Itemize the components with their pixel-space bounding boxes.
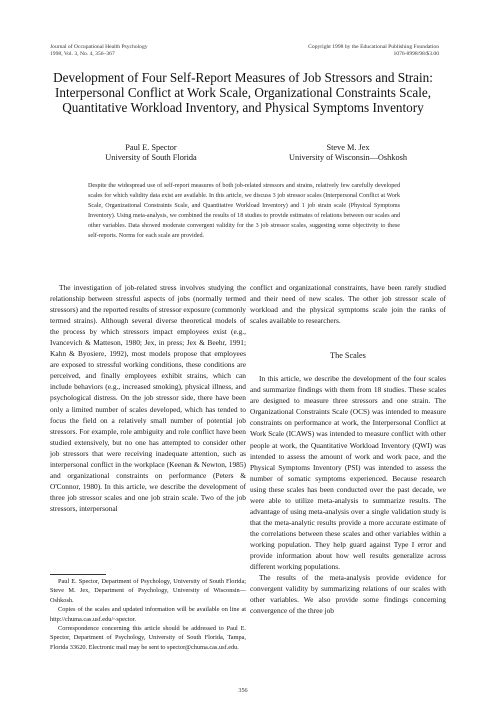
- author-block-2: [268, 143, 428, 163]
- author-block-1: [76, 143, 226, 163]
- journal-header: [50, 44, 148, 57]
- author-affiliation: University of South Florida: [105, 153, 197, 163]
- body-paragraph: The results of the meta-analysis provide evidence for convergent validity by summarizing relations of our scales with other variables. We also provide some findings concerning convergence of the three job: [250, 573, 446, 616]
- journal-volume: 1998, Vol. 3, No. 4, 356–367: [50, 50, 115, 57]
- author-name: Steve M. Jex: [326, 143, 370, 152]
- footnote-divider: [50, 574, 106, 575]
- article-title: Development of Four Self-Report Measures of Job Stressors and Strain: Interpersonal Conflict at Work Scale, Organizational Constraints Scale, Quantitative Workload Inventory, and Physical Symptoms Inventory: [53, 70, 433, 116]
- footnote-author-affiliations: Paul E. Spector, Department of Psychology, University of South Florida; Steve M. Jex, Department of Psychology, University of Wisconsin—Oshkosh.: [50, 578, 246, 604]
- author-affiliation: University of Wisconsin—Oshkosh: [289, 153, 407, 163]
- copyright-header: [308, 44, 439, 57]
- section-heading: The Scales: [330, 351, 366, 361]
- body-column-left: [50, 282, 246, 514]
- abstract: Despite the widespread use of self-report measures of both job-related stressors and strains, relatively few carefully developed scales for which validity data exist are available. In this article, we discuss 3 job stressor scales (Interpersonal Conflict at Work Scale, Organizational Constraints Scale, and Quantitative Workload Inventory) and 1 job strain scale (Physical Symptoms Inventory). Using meta-analysis, we combined the results of 18 studies to provide estimates of relations between our scales and other variables. Data showed moderate convergent validity for the 3 job stressor scales, suggesting some objectivity to these self-reports. Norms for each scale are provided.: [88, 183, 400, 240]
- footnote-correspondence: Correspondence concerning this article should be addressed to Paul E. Spector, Department of Psychology, University of South Florida, Tampa, Florida 33620. Electronic mail may be sent to spector@chuma.cas.usf.edu.: [50, 625, 246, 651]
- copyright-notice: Copyright 1998 by the Educational Publishing Foundation: [308, 44, 439, 50]
- footnotes: [50, 577, 246, 652]
- body-column-right: [250, 282, 446, 616]
- body-paragraph: The investigation of job-related stress involves studying the relationship between stressful aspects of jobs (normally termed stressors) and the reported results of stressor exposure (commonly termed strains). Although several diverse theoretical models of the process by which stressors impact employees exist (e.g., Ivancevich & Matteson, 1980; Jex, in press; Jex & Beehr, 1991; Kahn & Byosiere, 1992), most models propose that employees are exposed to stressful working conditions, these conditions are perceived, and finally employees exhibit strains, which can include behaviors (e.g., increased smoking), physical illness, and psychological distress. On the job stressor side, there have been only a limited number of scales developed, which has tended to focus the field on a relatively small number of potential job stressors. For example, role ambiguity and role conflict have been studied extensively, but no one has attempted to consider other job stressors that were receiving inadequate attention, such as interpersonal conflict in the workplace (Keenan & Newton, 1985) and organizational constraints on performance (Peters & O'Connor, 1980). In this article, we describe the development of three job stressor scales and one job strain scale. Two of the job stressors, interpersonal: [50, 283, 246, 513]
- journal-name: Journal of Occupational Health Psychology: [50, 44, 148, 50]
- footnote-availability: Copies of the scales and updated information will be available on line at http://chuma.cas.usf.edu/~spector.: [50, 606, 246, 623]
- body-paragraph-continued: conflict and organizational constraints, have been rarely studied and their need of new scales. The other job stressor scale of workload and the physical symptoms scale join the ranks of scales available to researchers.: [250, 283, 446, 326]
- page-number: 356: [238, 687, 248, 694]
- author-name: Paul E. Spector: [125, 143, 177, 152]
- body-paragraph: In this article, we describe the development of the four scales and summarize findings with them from 18 studies. These scales are designed to measure three stressors and one strain. The Organizational Constraints Scale (OCS) was intended to measure constraints on performance at work, the Interpersonal Conflict at Work Scale (ICAWS) was intended to measure conflict with other people at work, the Quantitative Workload Inventory (QWI) was intended to assess the amount of work and work pace, and the Physical Symptoms Inventory (PSI) was intended to assess the number of somatic symptoms experienced. Because research using these scales has been conducted over the past decade, we were able to utilize meta-analysis to summarize results. The advantage of using meta-analysis over a single validation study is that the meta-analytic results provide a more accurate estimate of the correlations between these scales and other variables within a working population. They help guard against Type I error and provide information about how well results generalize across different working populations.: [250, 374, 446, 572]
- issn-code: 1076-8998/98/$3.00: [393, 50, 439, 57]
